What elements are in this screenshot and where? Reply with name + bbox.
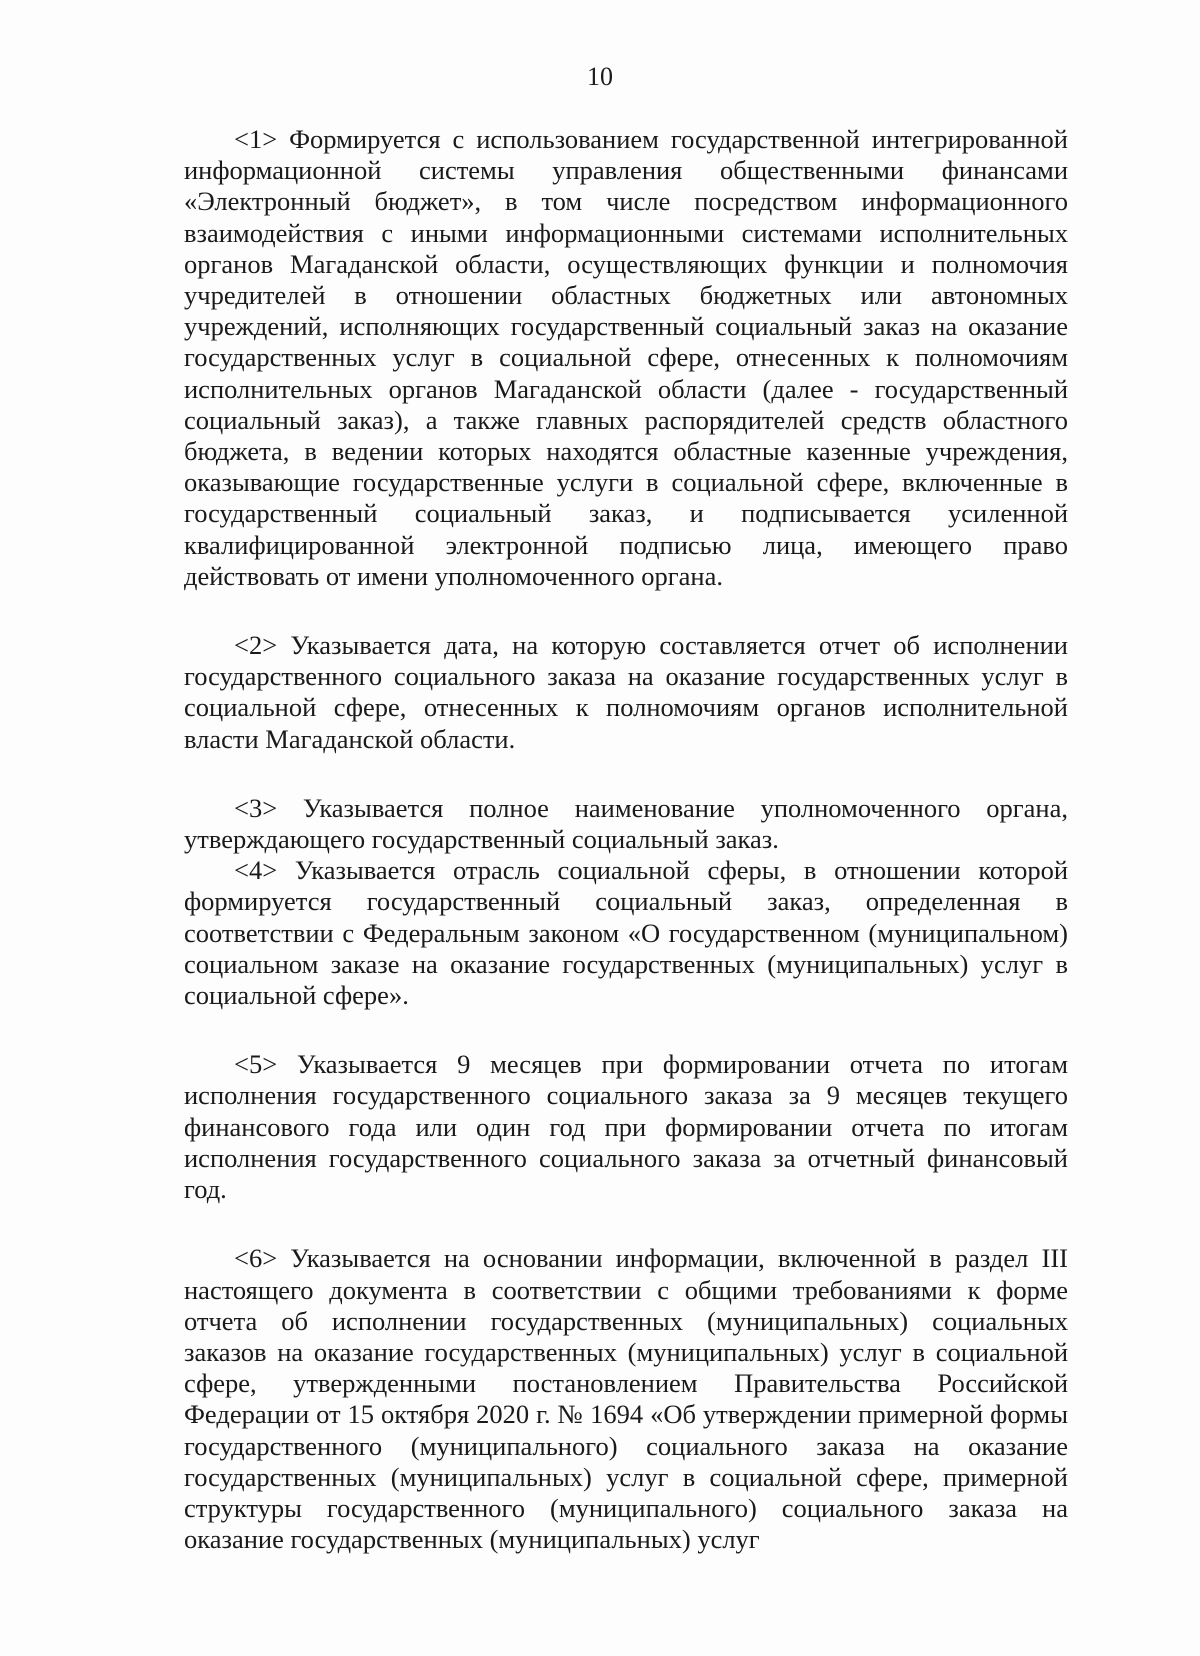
footnotes-body xyxy=(184,124,1068,1555)
footnote-3: <3> Указывается полное наименование уполномоченного органа, утверждающего государственный социальный заказ. xyxy=(184,792,1068,855)
footnote-5: <5> Указывается 9 месяцев при формировании отчета по итогам исполнения государственного социального заказа за 9 месяцев текущего финансового года или один год при формировании отчета по итогам исполнения государственного социального заказа за отчетный финансовый год. xyxy=(184,1049,1068,1205)
footnote-4: <4> Указывается отрасль социальной сферы, в отношении которой формируется государственный социальный заказ, определенная в соответствии с Федеральным законом «О государственном (муниципальном) социальном заказе на оказание государственных (муниципальных) услуг в социальной сфере». xyxy=(184,855,1068,1011)
footnote-2: <2> Указывается дата, на которую составляется отчет об исполнении государственного социального заказа на оказание государственных услуг в социальной сфере, отнесенных к полномочиям органов исполнительной власти Магаданской области. xyxy=(184,630,1068,754)
footnote-6: <6> Указывается на основании информации, включенной в раздел III настоящего документа в соответствии с общими требованиями к форме отчета об исполнении государственных (муниципальных) социальных заказов на оказание государственных (муниципальных) услуг в социальной сфере, утвержденными постановлением Правительства Российской Федерации от 15 октября 2020 г. № 1694 «Об утверждении примерной формы государственного (муниципального) социального заказа на оказание государственных (муниципальных) услуг в социальной сфере, примерной структуры государственного (муниципального) социального заказа на оказание государственных (муниципальных) услуг xyxy=(184,1243,1068,1555)
page-number: 10 xyxy=(587,62,613,91)
footnote-1: <1> Формируется с использованием государственной интегрированной информационной системы управления общественными финансами «Электронный бюджет», в том числе посредством информационного взаимодействия с иными информационными системами исполнительных органов Магаданской области, осуществляющих функции и полномочия учредителей в отношении областных бюджетных или автономных учреждений, исполняющих государственный социальный заказ на оказание государственных услуг в социальной сфере, отнесенных к полномочиям исполнительных органов Магаданской области (далее - государственный социальный заказ), а также главных распорядителей средств областного бюджета, в ведении которых находятся областные казенные учреждения, оказывающие государственные услуги в социальной сфере, включенные в государственный социальный заказ, и подписывается усиленной квалифицированной электронной подписью лица, имеющего право действовать от имени уполномоченного органа. xyxy=(184,124,1068,591)
